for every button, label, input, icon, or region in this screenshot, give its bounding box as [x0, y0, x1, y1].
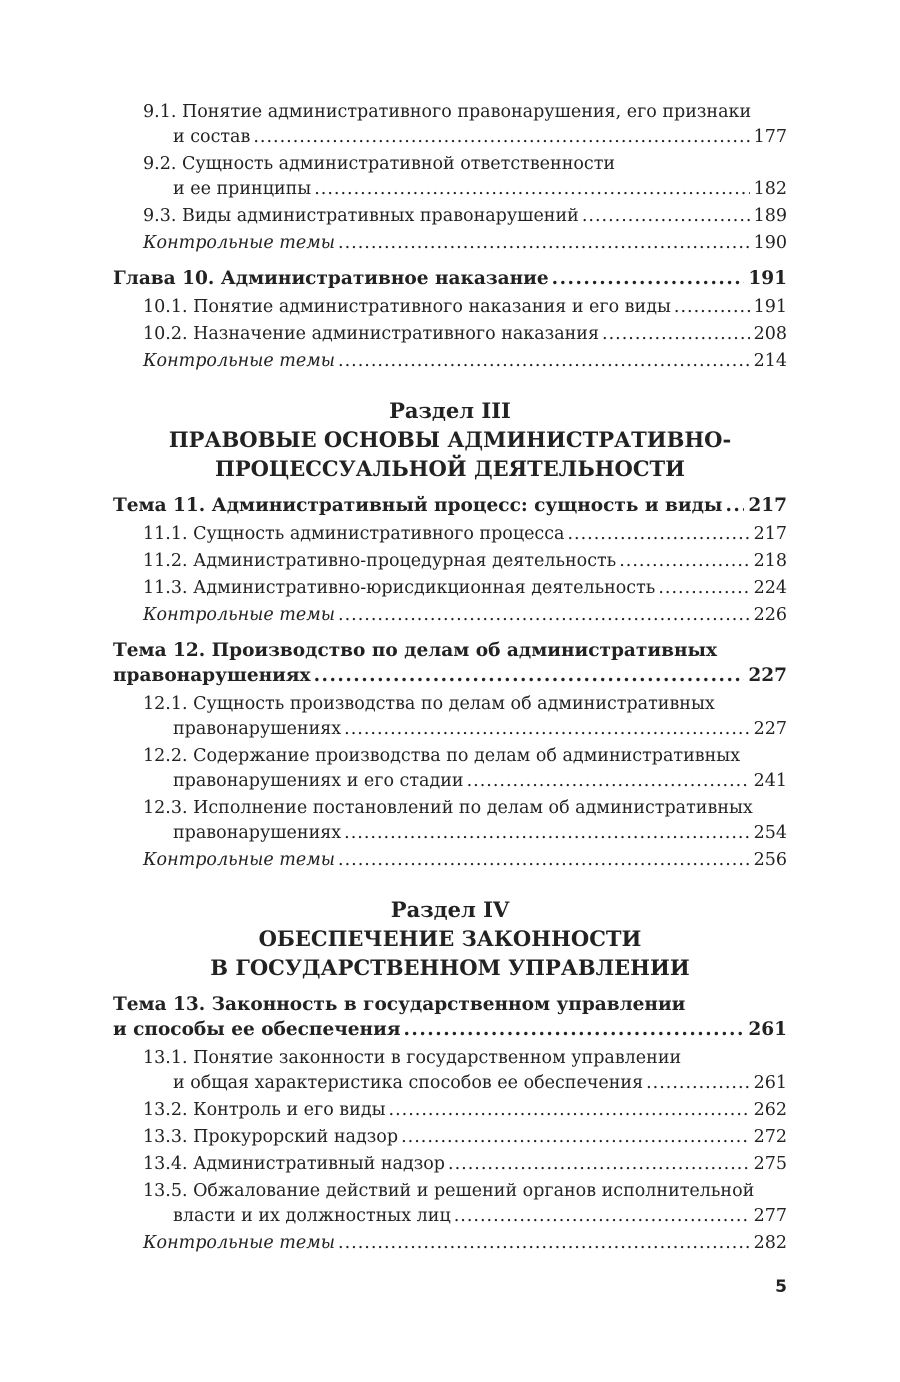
dot-leader [448, 1152, 750, 1177]
toc-entry-title-cont: и ее принципы [173, 179, 312, 199]
dot-leader [552, 266, 745, 291]
toc-page-number: 272 [753, 1127, 787, 1147]
dot-leader [344, 821, 749, 846]
dot-leader [454, 1204, 750, 1229]
toc-control-topics [113, 603, 787, 628]
toc-page-number: 261 [748, 1019, 787, 1040]
toc-entry-title-cont: власти и их должностных лиц [173, 1206, 451, 1226]
toc-page-number: 182 [753, 179, 787, 199]
section-heading-4 [113, 895, 787, 982]
section-label: Раздел IV [390, 897, 510, 922]
toc-entry-title: 13.3. Прокурорский надзор [143, 1127, 399, 1147]
toc-entry-title: 13.4. Административный надзор [143, 1154, 446, 1174]
toc-entry-11-3 [113, 576, 787, 601]
toc-entry-title: 13.5. Обжалование действий и решений органов исполнительной [143, 1181, 755, 1201]
toc-entry-13-2 [113, 1098, 787, 1123]
toc-page-number: 208 [753, 324, 787, 344]
toc-entry-12-3 [113, 796, 787, 846]
dot-leader [658, 576, 749, 601]
toc-page-number: 261 [753, 1073, 787, 1093]
toc-entry-title: Контрольные темы [143, 1233, 336, 1253]
toc-entry-9-2 [113, 152, 787, 202]
dot-leader [338, 231, 750, 256]
toc-control-topics [113, 848, 787, 873]
dot-leader [725, 493, 744, 518]
toc-page-number: 254 [753, 823, 787, 843]
toc-entry-title: 11.1. Сущность административного процесса [143, 524, 565, 544]
toc-page-number: 275 [753, 1154, 787, 1174]
section-title-line1: ПРАВОВЫЕ ОСНОВЫ АДМИНИСТРАТИВНО- [168, 427, 732, 452]
toc-entry-title-cont: правонарушениях [173, 719, 342, 739]
dot-leader [602, 322, 750, 347]
dot-leader [338, 603, 750, 628]
toc-entry-title: 13.1. Понятие законности в государственном управлении [143, 1048, 682, 1068]
dot-leader [338, 1231, 750, 1256]
toc-entry-title: Контрольные темы [143, 605, 336, 625]
topic-title: Тема 12. Производство по делам об административных [113, 640, 718, 661]
section-title-line1: ОБЕСПЕЧЕНИЕ ЗАКОННОСТИ [258, 926, 642, 951]
toc-entry-title-cont: и общая характеристика способов ее обеспечения [173, 1073, 644, 1093]
toc-page-number: 226 [753, 605, 787, 625]
dot-leader [338, 349, 750, 374]
toc-control-topics [113, 231, 787, 256]
dot-leader [253, 125, 749, 150]
toc-page-number: 217 [753, 524, 787, 544]
toc-control-topics [113, 349, 787, 374]
toc-page-number: 218 [753, 551, 787, 571]
toc-topic-13 [113, 992, 787, 1042]
chapter-title: Глава 10. Административное наказание [113, 268, 549, 289]
toc-page-number: 177 [753, 127, 787, 147]
toc-page-number: 241 [753, 771, 787, 791]
topic-title: Тема 13. Законность в государственном управлении [113, 994, 686, 1015]
dot-leader [314, 177, 749, 202]
toc-page-number: 214 [753, 351, 787, 371]
toc-entry-11-1 [113, 522, 787, 547]
toc-page-number: 256 [753, 850, 787, 870]
dot-leader [582, 204, 750, 229]
topic-title-cont: правонарушениях [113, 665, 311, 686]
dot-leader [674, 295, 750, 320]
dot-leader [314, 663, 745, 688]
section-label: Раздел III [389, 398, 511, 423]
toc-entry-title: 11.2. Административно-процедурная деятельность [143, 551, 617, 571]
toc-entry-title-cont: правонарушениях и его стадии [173, 771, 464, 791]
toc-entry-title: 10.2. Назначение административного наказания [143, 324, 600, 344]
section-heading-3 [113, 396, 787, 483]
toc-topic-11 [113, 493, 787, 518]
topic-title-cont: и способы ее обеспечения [113, 1019, 401, 1040]
toc-page-number: 227 [748, 665, 787, 686]
dot-leader [403, 1017, 744, 1042]
toc-page-number: 282 [753, 1233, 787, 1253]
toc-page-number: 190 [753, 233, 787, 253]
toc-control-topics [113, 1231, 787, 1256]
dot-leader [344, 717, 749, 742]
toc-entry-9-3 [113, 204, 787, 229]
dot-leader [646, 1071, 749, 1096]
section-title-line2: ПРОЦЕССУАЛЬНОЙ ДЕЯТЕЛЬНОСТИ [214, 456, 686, 481]
dot-leader [619, 549, 749, 574]
toc-entry-title: Контрольные темы [143, 850, 336, 870]
toc-entry-title: Контрольные темы [143, 233, 336, 253]
dot-leader [338, 848, 750, 873]
toc-page-number: 191 [753, 297, 787, 317]
toc-entry-12-2 [113, 744, 787, 794]
toc-chapter-10 [113, 266, 787, 291]
toc-page-number: 189 [753, 206, 787, 226]
topic-title: Тема 11. Административный процесс: сущность и виды [113, 495, 723, 516]
toc-page-number: 277 [753, 1206, 787, 1226]
toc-entry-title-cont: и состав [173, 127, 251, 147]
toc-entry-title: 9.3. Виды административных правонарушений [143, 206, 579, 226]
dot-leader [567, 522, 749, 547]
page-number: 5 [775, 1277, 787, 1297]
toc-entry-title: 13.2. Контроль и его виды [143, 1100, 386, 1120]
dot-leader [401, 1125, 750, 1150]
dot-leader [467, 769, 750, 794]
toc-entry-11-2 [113, 549, 787, 574]
dot-leader [389, 1098, 750, 1123]
toc-page-number: 191 [748, 268, 787, 289]
toc-page-number: 227 [753, 719, 787, 739]
section-title-line2: В ГОСУДАРСТВЕННОМ УПРАВЛЕНИИ [210, 955, 690, 980]
toc-entry-title-cont: правонарушениях [173, 823, 342, 843]
toc-entry-title: 12.3. Исполнение постановлений по делам об административных [143, 798, 753, 818]
toc-entry-13-3 [113, 1125, 787, 1150]
toc-entry-13-4 [113, 1152, 787, 1177]
toc-entry-title: Контрольные темы [143, 351, 336, 371]
toc-entry-title: 9.2. Сущность административной ответственности [143, 154, 616, 174]
toc-page-number: 224 [753, 578, 787, 598]
toc-entry-9-1 [113, 100, 787, 150]
toc-page-number: 217 [748, 495, 787, 516]
toc-entry-title: 10.1. Понятие административного наказания и его виды [143, 297, 671, 317]
toc-topic-12 [113, 638, 787, 688]
toc-entry-12-1 [113, 692, 787, 742]
toc-entry-title: 11.3. Административно-юрисдикционная деятельность [143, 578, 656, 598]
toc-entry-10-1 [113, 295, 787, 320]
toc-page-number: 262 [753, 1100, 787, 1120]
table-of-contents [113, 100, 787, 1258]
toc-entry-13-1 [113, 1046, 787, 1096]
toc-entry-title: 12.2. Содержание производства по делам об административных [143, 746, 741, 766]
toc-entry-title: 12.1. Сущность производства по делам об административных [143, 694, 715, 714]
toc-entry-13-5 [113, 1179, 787, 1229]
toc-entry-10-2 [113, 322, 787, 347]
toc-entry-title: 9.1. Понятие административного правонарушения, его признаки [143, 102, 752, 122]
